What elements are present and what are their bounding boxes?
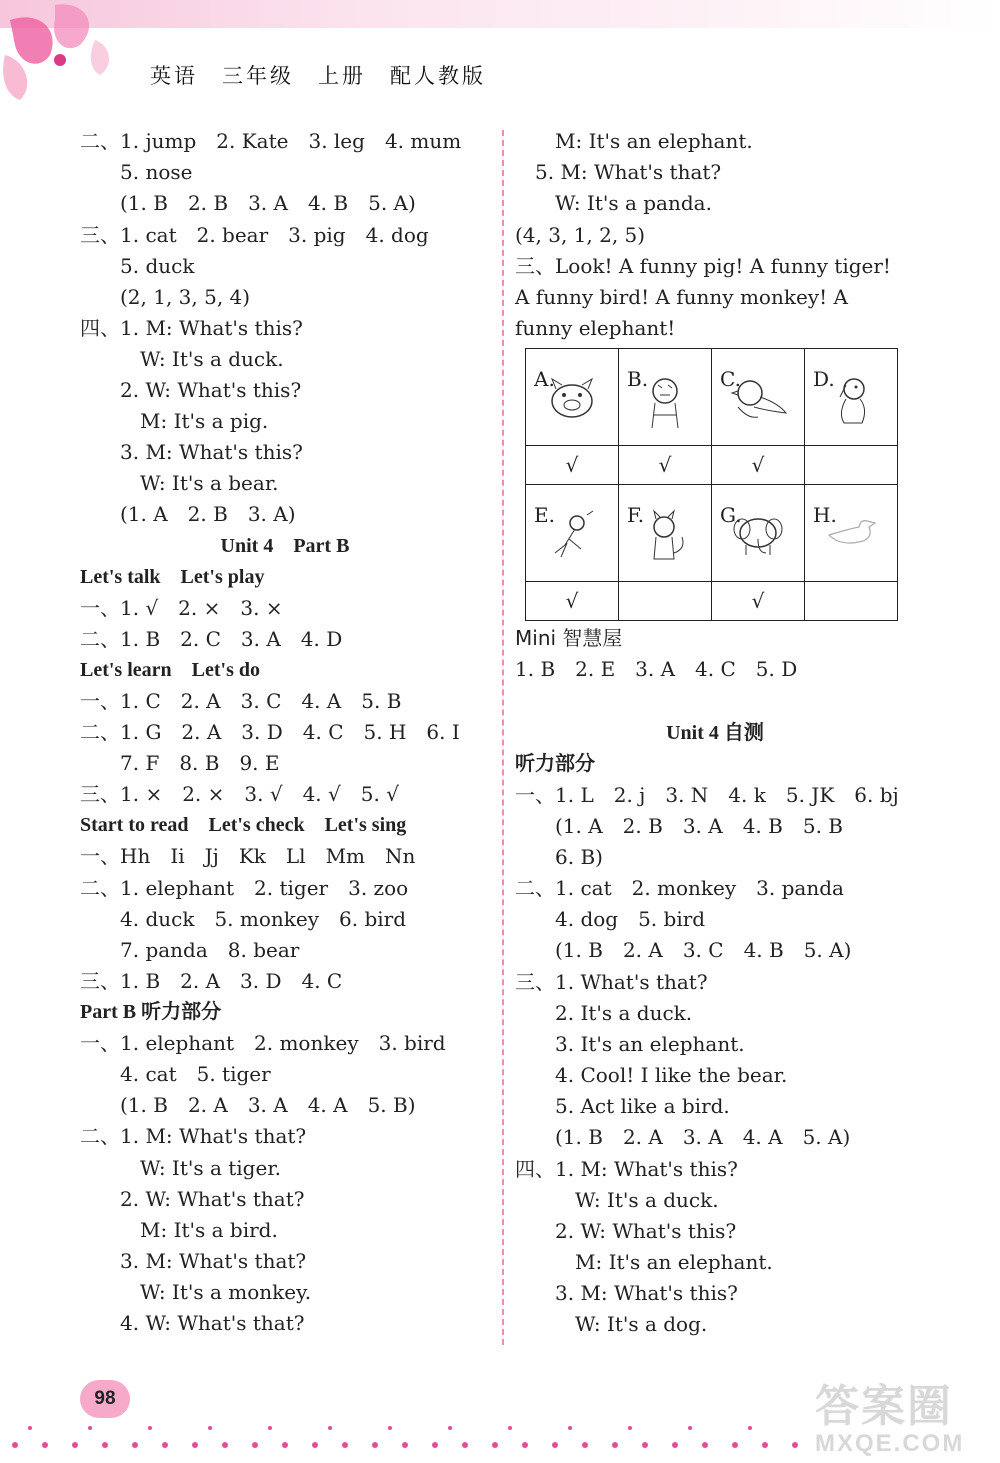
answer-line: A funny bird! A funny monkey! A	[515, 285, 848, 309]
answer-line: W: It's a panda.	[515, 191, 712, 215]
header-band	[0, 0, 1000, 28]
flower-decoration-icon	[0, 0, 140, 110]
section-heading: Let's learn Let's do	[80, 659, 260, 681]
grid-cell-h	[805, 485, 898, 582]
answer-line: W: It's a tiger.	[80, 1156, 282, 1180]
section-heading: Part B 听力部分	[80, 1001, 222, 1023]
answer-line: 2. It's a duck.	[515, 1001, 693, 1025]
answer-line: 5. M: What's that?	[515, 160, 722, 184]
header-title: 英语 三年级 上册 配人教版	[150, 64, 486, 88]
page-number: 98	[80, 1380, 130, 1418]
cat-icon	[640, 509, 690, 565]
answer-line: (1. B 2. A 3. C 4. B 5. A)	[515, 938, 852, 962]
answer-line: 二、1. cat 2. monkey 3. panda	[515, 876, 844, 900]
answer-line: 6. B)	[515, 845, 603, 869]
watermark-url: MXQE.COM	[815, 1430, 965, 1457]
answer-line: 3. It's an elephant.	[515, 1032, 745, 1056]
grid-mark: √	[712, 446, 805, 485]
grid-cell-a	[526, 349, 619, 446]
section-heading: 听力部分	[515, 753, 595, 775]
answer-line: 二、1. M: What's that?	[80, 1124, 307, 1148]
answer-line: 一、1. √ 2. × 3. ×	[80, 596, 283, 620]
grid-label: E.	[534, 503, 555, 527]
answer-line: 5. Act like a bird.	[515, 1094, 730, 1118]
answer-line: 二、1. elephant 2. tiger 3. zoo	[80, 876, 409, 900]
grid-label: G.	[720, 503, 742, 527]
answer-line: 三、1. What's that?	[515, 970, 708, 994]
section-heading: Unit 4 自测	[666, 722, 764, 744]
answer-line: 3. M: What's this?	[515, 1281, 738, 1305]
answer-line: 4. duck 5. monkey 6. bird	[80, 907, 407, 931]
answer-line: 二、1. jump 2. Kate 3. leg 4. mum	[80, 129, 462, 153]
answer-line: 4. cat 5. tiger	[80, 1062, 271, 1086]
answer-line: W: It's a bear.	[80, 471, 279, 495]
answer-line: 一、1. L 2. j 3. N 4. k 5. JK 6. bj	[515, 783, 899, 807]
answer-line: 二、1. B 2. C 3. A 4. D	[80, 627, 343, 651]
grid-mark: √	[619, 446, 712, 485]
watermark-main: 答案圈	[815, 1382, 953, 1431]
grid-cell-d	[805, 349, 898, 446]
answer-line: 7. F 8. B 9. E	[80, 751, 280, 775]
column-divider	[502, 130, 504, 1345]
grid-label: H.	[813, 503, 837, 527]
answer-line: 二、1. G 2. A 3. D 4. C 5. H 6. I	[80, 720, 460, 744]
answer-line: 一、1. elephant 2. monkey 3. bird	[80, 1031, 446, 1055]
answer-line: M: It's a bird.	[80, 1218, 278, 1242]
answer-line: 7. panda 8. bear	[80, 938, 300, 962]
answer-line: 三、1. cat 2. bear 3. pig 4. dog	[80, 223, 429, 247]
grid-mark	[805, 582, 898, 621]
answer-line: 三、Look! A funny pig! A funny tiger!	[515, 254, 891, 278]
answer-line: W: It's a monkey.	[80, 1280, 312, 1304]
watermark	[815, 1370, 964, 1458]
grid-cell-g	[712, 485, 805, 582]
grid-cell-e	[526, 485, 619, 582]
answer-line: (1. B 2. A 3. A 4. A 5. A)	[515, 1125, 851, 1149]
answer-line: (2, 1, 3, 5, 4)	[80, 285, 251, 309]
answer-line: (1. A 2. B 3. A)	[80, 502, 296, 526]
answer-line: 5. nose	[80, 160, 193, 184]
grid-label: F.	[627, 503, 645, 527]
grid-label: D.	[813, 367, 835, 391]
answer-line: W: It's a duck.	[515, 1188, 719, 1212]
grid-label: C.	[720, 367, 741, 391]
answer-line: 3. M: What's this?	[80, 440, 303, 464]
section-heading: Unit 4 Part B	[220, 535, 350, 557]
answer-line: 三、1. × 2. × 3. √ 4. √ 5. √	[80, 782, 399, 806]
answer-line: 2. W: What's this?	[80, 378, 302, 402]
answer-line: 一、1. C 2. A 3. C 4. A 5. B	[80, 689, 402, 713]
grid-mark	[805, 446, 898, 485]
animal-check-grid	[525, 348, 898, 621]
grid-mark: √	[526, 582, 619, 621]
answer-line: W: It's a dog.	[515, 1312, 708, 1336]
answer-line: 一、Hh Ii Jj Kk Ll Mm Nn	[80, 844, 416, 868]
grid-label: B.	[627, 367, 649, 391]
grid-mark: √	[712, 582, 805, 621]
answer-line: 四、1. M: What's this?	[80, 316, 303, 340]
grid-mark	[619, 582, 712, 621]
answer-line: 5. duck	[80, 254, 195, 278]
answer-line: (1. B 2. A 3. A 4. A 5. B)	[80, 1093, 416, 1117]
answer-line: 四、1. M: What's this?	[515, 1157, 738, 1181]
answer-line: 3. M: What's that?	[80, 1249, 307, 1273]
answer-line: 2. W: What's this?	[515, 1219, 737, 1243]
answer-line: (1. B 2. B 3. A 4. B 5. A)	[80, 191, 416, 215]
grid-mark: √	[526, 446, 619, 485]
grid-cell-f	[619, 485, 712, 582]
answer-line: 1. B 2. E 3. A 4. C 5. D	[515, 657, 798, 681]
answer-line: 2. W: What's that?	[80, 1187, 305, 1211]
answer-line: M: It's an elephant.	[515, 1250, 773, 1274]
answer-line: M: It's an elephant.	[515, 129, 753, 153]
section-heading: Let's talk Let's play	[80, 566, 265, 588]
grid-cell-c	[712, 349, 805, 446]
answer-line: (1. A 2. B 3. A 4. B 5. B	[515, 814, 843, 838]
answer-line: M: It's a pig.	[80, 409, 269, 433]
answer-line: W: It's a duck.	[80, 347, 284, 371]
grid-label: A.	[534, 367, 555, 391]
answer-line: 4. Cool! I like the bear.	[515, 1063, 788, 1087]
answer-line: funny elephant!	[515, 316, 676, 340]
answer-line: 三、1. B 2. A 3. D 4. C	[80, 969, 343, 993]
section-heading: Start to read Let's check Let's sing	[80, 814, 407, 836]
section-heading: Mini 智慧屋	[515, 626, 623, 650]
grid-cell-b	[619, 349, 712, 446]
answer-line: 4. W: What's that?	[80, 1311, 305, 1335]
answer-line: (4, 3, 1, 2, 5)	[515, 223, 646, 247]
answer-line: 4. dog 5. bird	[515, 907, 706, 931]
